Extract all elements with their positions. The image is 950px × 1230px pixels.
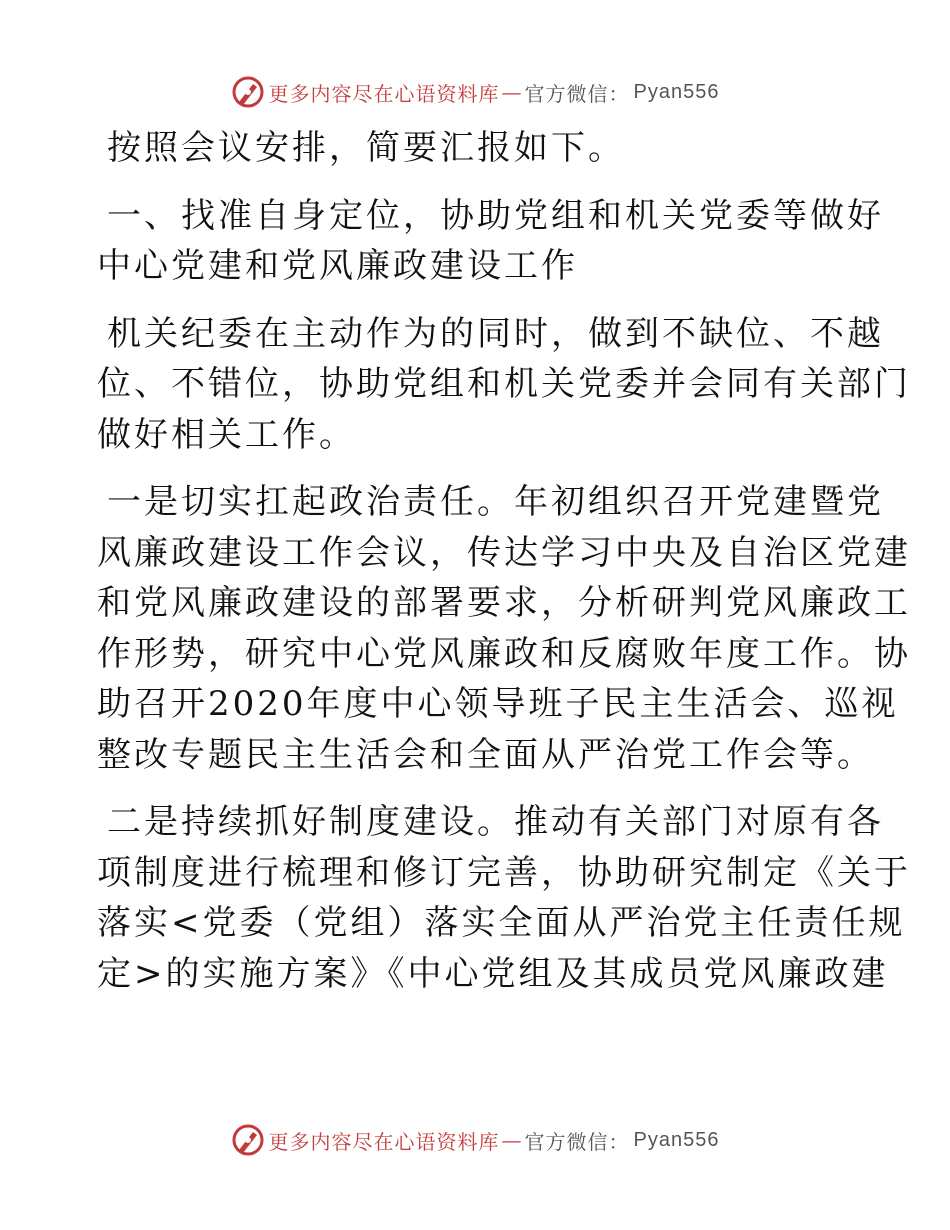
header-watermark [0,72,950,112]
text-line: 作形势，研究中心党风廉政和反腐败年度工作。协 [97,633,911,674]
watermark-dash: — [501,1128,523,1152]
text-line: 落实<党委（党组）落实全面从严治党主任责任规 [97,903,906,943]
footer-watermark [0,1120,950,1160]
text-line: 项制度进行梳理和修订完善，协助研究制定《关于 [97,852,911,893]
text-line: 机关纪委在主动作为的同时，做到不缺位、不越 [107,313,884,354]
pen-logo-icon [231,1123,265,1157]
paragraph-system-building [97,797,911,999]
paragraph-overview [97,309,911,461]
watermark-wechat-id: Pyan556 [633,80,720,103]
watermark-official-label: 官方微信： [524,1129,630,1154]
text-line: 一是切实扛起政治责任。年初组织召开党建暨党 [107,482,884,522]
text-line: 和党风廉政建设的部署要求，分析研判党风廉政工 [97,583,911,623]
text-line: 一、找准自身定位，协助党组和机关党委等做好 [107,195,884,236]
section-heading [97,191,884,292]
document-body [97,123,911,1016]
watermark-brand: 更多内容尽在心语资料库 [268,1129,500,1154]
text-line: 二是持续抓好制度建设。推动有关部门对原有各 [107,802,884,842]
text-line: 整改专题民主生活会和全面从严治党工作会等。 [97,734,874,775]
pen-logo-icon [231,75,265,109]
watermark-brand: 更多内容尽在心语资料库 [268,81,500,106]
watermark-wechat-id: Pyan556 [633,1128,720,1151]
paragraph-intro [97,123,857,174]
text-line: 定>的实施方案》《中心党组及其成员党风廉政建 [97,953,889,994]
text-line: 位、不错位，协助党组和机关党委并会同有关部门 [97,364,911,404]
watermark-official-label: 官方微信： [524,81,630,106]
text-line: 做好相关工作。 [97,414,356,455]
text-line: 中心党建和党风廉政建设工作 [97,246,578,286]
text-line: 按照会议安排，简要汇报如下。 [107,128,625,168]
watermark-dash: — [501,80,523,104]
text-line: 风廉政建设工作会议，传达学习中央及自治区党建 [97,532,911,573]
paragraph-political-responsibility [97,477,911,780]
text-line: 助召开2020年度中心领导班子民主生活会、巡视 [97,684,899,724]
